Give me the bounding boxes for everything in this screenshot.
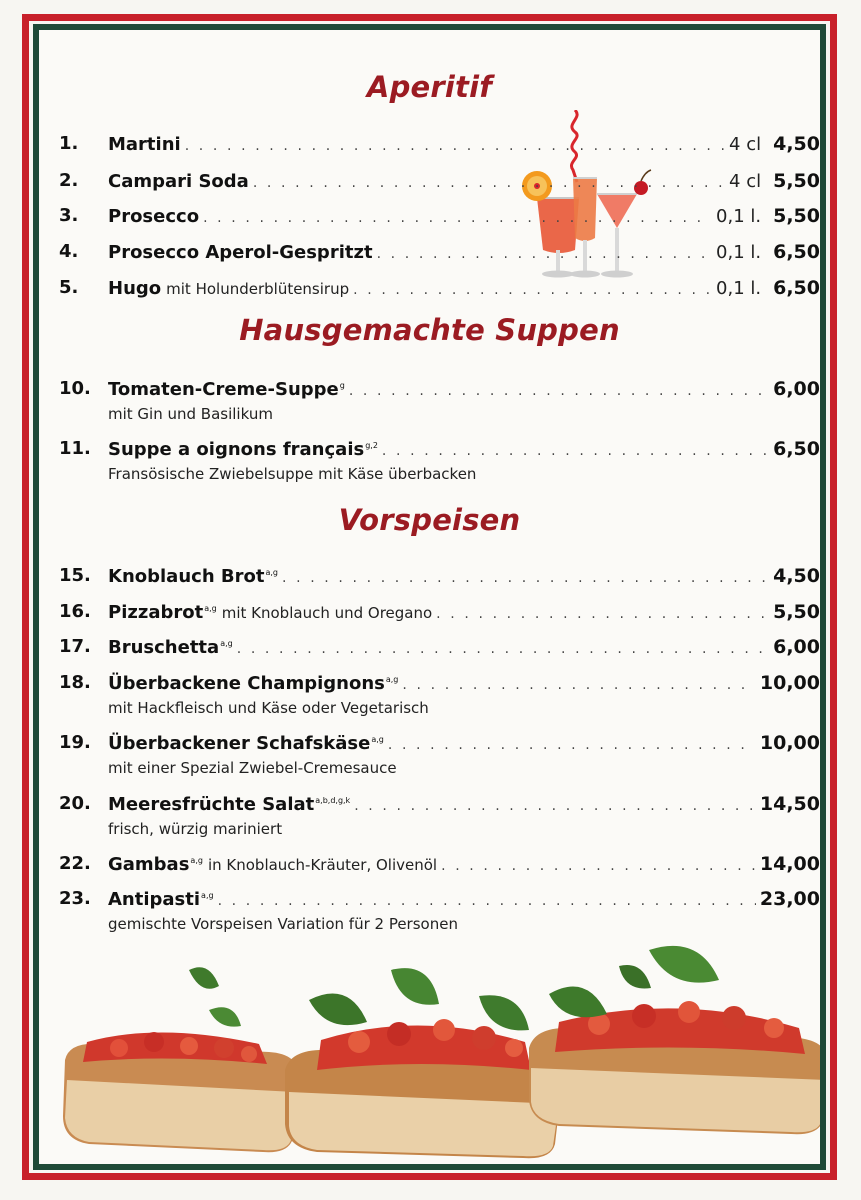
allergen-codes: g xyxy=(339,381,345,390)
item-number: 11. xyxy=(59,438,91,459)
dot-leader xyxy=(353,282,712,298)
item-number: 19. xyxy=(59,732,91,753)
dot-leader xyxy=(402,677,756,693)
item-price: 23,00 xyxy=(759,888,820,910)
item-row xyxy=(108,170,820,192)
item-row xyxy=(108,793,820,815)
item-volume: 4 cl xyxy=(729,134,762,155)
item-number: 5. xyxy=(59,277,79,298)
dot-leader xyxy=(218,893,756,909)
menu-content xyxy=(39,30,820,1164)
bruschetta-image xyxy=(59,930,820,1160)
item-name-text: Bruschetta xyxy=(108,637,220,658)
item-row xyxy=(108,438,820,460)
dot-leader xyxy=(382,443,769,459)
dot-leader xyxy=(388,737,756,753)
item-number: 10. xyxy=(59,378,91,399)
item-row xyxy=(108,241,820,263)
item-volume: 0,1 l. xyxy=(716,242,762,263)
item-row xyxy=(108,378,820,400)
item-number: 22. xyxy=(59,853,91,874)
item-name: Prosecco Aperol-Gespritzt xyxy=(108,242,373,263)
item-name: Campari Soda xyxy=(108,171,249,192)
item-number: 3. xyxy=(59,205,79,226)
item-name xyxy=(108,854,203,875)
item-row xyxy=(108,732,820,754)
item-name xyxy=(108,794,350,815)
allergen-codes: a,g xyxy=(265,568,278,577)
item-description: mit Hackfleisch und Käse oder Vegetarisch xyxy=(108,699,429,717)
item-row xyxy=(108,636,820,658)
item-name xyxy=(108,439,378,460)
item-price: 6,00 xyxy=(773,378,820,400)
allergen-codes: a,g xyxy=(204,604,217,613)
item-row xyxy=(108,565,820,587)
item-name xyxy=(108,379,345,400)
dot-leader xyxy=(185,138,725,154)
item-price: 5,50 xyxy=(773,170,820,192)
item-name xyxy=(108,733,384,754)
allergen-codes: a,g xyxy=(371,735,384,744)
item-row xyxy=(108,888,820,910)
allergen-codes: a,g xyxy=(385,675,399,684)
section-title-aperitif: Aperitif xyxy=(366,70,493,104)
item-number: 15. xyxy=(59,565,91,586)
item-number: 1. xyxy=(59,133,79,154)
item-volume: 0,1 l. xyxy=(716,278,762,299)
item-price: 6,50 xyxy=(773,241,820,263)
section-title-suppen: Hausgemachte Suppen xyxy=(239,313,620,347)
item-name-text: Meeresfrüchte Salat xyxy=(108,794,315,815)
item-name-text: Suppe a oignons français xyxy=(108,439,365,460)
item-extra: in Knoblauch-Kräuter, Olivenöl xyxy=(207,856,438,874)
dot-leader xyxy=(377,246,712,262)
item-extra: mit Knoblauch und Oregano xyxy=(221,604,433,622)
item-name: Martini xyxy=(108,134,181,155)
item-name xyxy=(108,637,233,658)
item-number: 20. xyxy=(59,793,91,814)
item-row xyxy=(108,672,820,694)
dot-leader xyxy=(282,570,769,586)
item-number: 17. xyxy=(59,636,91,657)
item-number: 2. xyxy=(59,170,79,191)
item-name-text: Gambas xyxy=(108,854,190,875)
item-name-text: Überbackener Schafskäse xyxy=(108,733,371,754)
allergen-codes: a,g xyxy=(190,856,203,865)
dot-leader xyxy=(441,858,756,874)
item-price: 10,00 xyxy=(759,672,820,694)
item-extra: mit Holunderblütensirup xyxy=(166,280,350,298)
item-name xyxy=(108,566,278,587)
item-price: 14,00 xyxy=(759,853,820,875)
item-row xyxy=(108,853,820,875)
dot-leader xyxy=(203,210,712,226)
item-description: mit Gin und Basilikum xyxy=(108,405,273,423)
item-number: 4. xyxy=(59,241,79,262)
item-row xyxy=(108,133,820,155)
item-row xyxy=(108,277,820,299)
item-price: 6,00 xyxy=(773,636,820,658)
item-name xyxy=(108,889,214,910)
item-description: frisch, würzig mariniert xyxy=(108,820,283,838)
item-volume: 0,1 l. xyxy=(716,206,762,227)
item-price: 14,50 xyxy=(759,793,820,815)
item-name-text: Überbackene Champignons xyxy=(108,673,385,694)
item-name-text: Antipasti xyxy=(108,889,201,910)
item-price: 6,50 xyxy=(773,277,820,299)
item-row xyxy=(108,205,820,227)
section-title-vorspeisen: Vorspeisen xyxy=(338,503,521,537)
item-description: Fransösische Zwiebelsuppe mit Käse überbacken xyxy=(108,465,477,483)
allergen-codes: a,g xyxy=(220,639,233,648)
item-number: 23. xyxy=(59,888,91,909)
item-number: 16. xyxy=(59,601,91,622)
item-row xyxy=(108,601,820,623)
dot-leader xyxy=(436,606,769,622)
item-price: 6,50 xyxy=(773,438,820,460)
item-number: 18. xyxy=(59,672,91,693)
item-price: 5,50 xyxy=(773,601,820,623)
item-name-text: Tomaten-Creme-Suppe xyxy=(108,379,339,400)
item-name-text: Pizzabrot xyxy=(108,602,204,623)
allergen-codes: a,g xyxy=(201,891,214,900)
allergen-codes: g,2 xyxy=(365,441,378,450)
dot-leader xyxy=(349,383,769,399)
item-name xyxy=(108,602,217,623)
item-description: mit einer Spezial Zwiebel-Cremesauce xyxy=(108,759,397,777)
item-price: 10,00 xyxy=(759,732,820,754)
item-name-text: Knoblauch Brot xyxy=(108,566,265,587)
item-volume: 4 cl xyxy=(729,171,762,192)
item-price: 4,50 xyxy=(773,133,820,155)
dot-leader xyxy=(253,175,725,191)
item-name xyxy=(108,673,398,694)
item-price: 4,50 xyxy=(773,565,820,587)
item-name: Hugo xyxy=(108,278,162,299)
item-name: Prosecco xyxy=(108,206,200,227)
dot-leader xyxy=(237,641,769,657)
allergen-codes: a,b,d,g,k xyxy=(315,796,351,805)
dot-leader xyxy=(354,798,756,814)
item-description: gemischte Vorspeisen Variation für 2 Personen xyxy=(108,915,458,933)
item-price: 5,50 xyxy=(773,205,820,227)
